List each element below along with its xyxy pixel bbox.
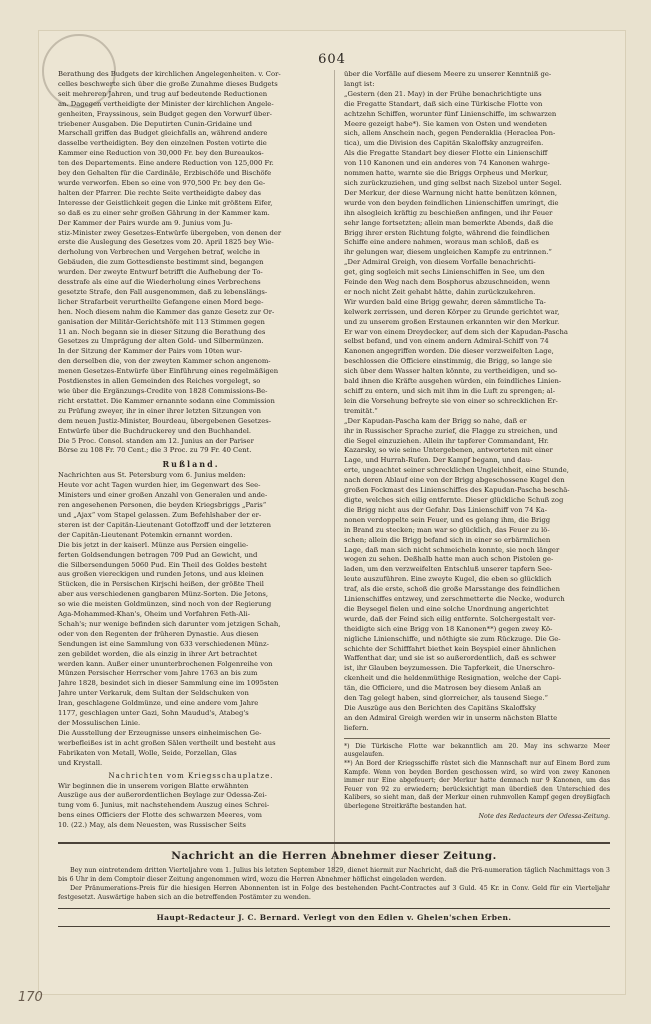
- text-line: schichte der Schifffahrt biethet kein Beyspiel einer ähnlichen: [344, 644, 557, 653]
- text-line: nonen verdoppelte sein Feuer, und es gelang ihm, die Brigg: [344, 515, 551, 524]
- text-line: Die Ausstellung der Erzeugnisse unsers einheimischen Ge-: [58, 728, 262, 737]
- text-line: Wir beginnen die in unserem vorigen Blatte erwähnten: [58, 781, 249, 790]
- text-line: Meere gezeigt habe*). Sie kamen von Osten und wendeten: [344, 119, 548, 128]
- notice-title: Nachricht an die Herren Abnehmer dieser Zeitung.: [171, 850, 497, 862]
- text-line: schen; allein die Brigg befand sich in einer so erbärmlichen: [344, 535, 551, 544]
- text-line: tung vom 6. Junius, mit nachstehendem Auszug eines Schrei-: [58, 801, 270, 810]
- text-line: Aga-Mohammed-Khan's, Oheim und Vorfahren Feth-Ali-: [58, 610, 250, 619]
- text-line: nigliche Linienschiffe, und nöthigte sie zum Rückzuge. Die Ge-: [344, 634, 561, 643]
- text-line: lein die Vorsehung befreyte sie von einer so schrecklichen Er-: [344, 396, 558, 405]
- pencil-mark: 170: [18, 990, 43, 1005]
- text-line: Postdienstes in allen Gemeinden des Reiches vorgelegt, so: [58, 377, 261, 386]
- text-line: liefern.: [344, 723, 369, 732]
- text-line: Jahre 1828, besindet sich in dieser Sammlung eine im 1095sten: [58, 679, 279, 688]
- text-line: Brigg ihrer ersten Richtung folgte, während die feindlichen: [344, 228, 550, 237]
- krieg-heading: Nachrichten vom Kriegsschauplatze.: [108, 771, 274, 780]
- footnote-rule: [344, 738, 610, 739]
- footnotes: [344, 743, 610, 821]
- text-line: bens eines Officiers der Flotte des schwarzen Meeres, vom: [58, 811, 262, 820]
- text-line: erste die Auslegung des Gesetzes vom 20. April 1825 bey Wie-: [58, 238, 274, 247]
- text-line: sich, allem Anschein nach, gegen Penderaklia (Heraclea Pon-: [344, 129, 556, 138]
- notice-paragraph: Der Pränumerations-Preis für die hiesigen Herren Abonnenten ist in Folge des bestehenden Pacht-Contractes auf 3 Guld. 45 Kr. in Conv. Geld für ein Vierteljahr festgesetzt. Auswärtige haben sich an die betreffenden Postämter zu wenden.: [58, 884, 610, 901]
- text-line: Kazarsky, so wie seine Untergebenen, antworteten mit einer: [344, 446, 553, 455]
- text-line: wurde, daß der Feind sich eilig entfernte. Solchergestalt ver-: [344, 614, 556, 623]
- text-line: der Mossulischen Linie.: [58, 719, 141, 727]
- text-line: triebener Ausgaben. Die Deputirten Cunin-Gridaine und: [58, 119, 252, 128]
- text-line: Fabrikaten von Metall, Wolle, Seide, Porzellan, Glas: [58, 748, 237, 757]
- text-line: dem neuen Justiz-Minister, Bourdeau, übergebenen Gesetzes-: [58, 416, 272, 425]
- russland-heading: Rußland.: [162, 459, 220, 470]
- text-line: aus großen viereckigen und runden Jetons, und aus kleinen: [58, 570, 264, 579]
- text-line: ganisation der Militär-Gerichtshöfe mit 113 Stimmen gegen: [58, 317, 265, 326]
- text-line: genheiten, Frayssinous, sein Budget gegen den Vorwurf über-: [58, 109, 272, 118]
- text-line: bey den Gehalten für die Cardinäle, Erzbischöfe und Bischöfe: [58, 169, 272, 178]
- krieg-report: [58, 782, 324, 832]
- text-line: gesetzte Strafe, den Fall ausgenommen, daß zu lebenslängs-: [58, 287, 268, 296]
- text-line: den Tag gelegt haben, sind glorreicher, als tausend Siege.“: [344, 694, 548, 703]
- text-line: Feinde den Weg nach dem Bosphorus abzuschneiden, wenn: [344, 278, 551, 287]
- text-line: theidigte sich eine Brigg von 18 Kanonen**) gegen zwey Kö-: [344, 624, 553, 633]
- naval-report: [344, 70, 610, 734]
- text-line: langt ist:: [344, 79, 375, 88]
- text-line: sich über dem Wasser halten könnte, zu vertheidigen, und so-: [344, 367, 558, 376]
- text-line: ihn alsogleich kräftig zu beschießen anfingen, und ihr Feuer: [344, 208, 553, 217]
- text-line: ihr gelungen war, diesem ungleichen Kampfe zu entrinnen.“: [344, 248, 552, 257]
- text-line: beschlossen die Officiere einstimmig, die Brigg, so lange sie: [344, 357, 552, 366]
- text-line: ist, ihr Glauben beyzumessen. Die Tapferkeit, die Unerschro-: [344, 664, 555, 673]
- subscriber-notice: [58, 842, 610, 927]
- text-line: tremität.“: [344, 406, 378, 415]
- text-line: Iran, geschlagene Goldmünze, und eine andere vom Jahre: [58, 699, 259, 708]
- text-line: Jahre unter Verkaruk, dem Sultan der Seldschuken von: [58, 689, 249, 698]
- text-line: richt erstattet. Die Kammer ernannte sodann eine Commission: [58, 396, 275, 405]
- text-line: Nachrichten aus St. Petersburg vom 6. Junius melden:: [58, 471, 246, 480]
- text-line: licher Strafarbeit verurtheilte Gefangene einen Mord bege-: [58, 297, 264, 306]
- text-line: Lage, daß man sich nicht schmeicheln konnte, sie noch länger: [344, 545, 560, 554]
- text-line: desstrafe als eine auf die Wiederholung eines Verbrechens: [58, 278, 261, 287]
- text-line: hen. Noch diesem nahm die Kammer das ganze Gesetz zur Or-: [58, 307, 275, 316]
- imprint-line: Haupt-Redacteur J. C. Bernard. Verlegt von den Edlen v. Ghelen'schen Erben.: [58, 908, 610, 927]
- text-line: Ministers und einer großen Anzahl von Generalen und ande-: [58, 491, 268, 500]
- text-line: traf, als die erste, schoß die große Marsstange des feindlichen: [344, 585, 560, 594]
- right-column: [344, 70, 610, 870]
- text-line: „Der Admiral Greigh, von diesem Vorfalle benachrichti-: [344, 258, 536, 267]
- text-line: Die 5 Proc. Consol. standen am 12. Junius an der Pariser: [58, 436, 254, 445]
- text-line: oder von den Regenten der früheren Dynastie. Aus diesen: [58, 629, 259, 638]
- text-line: Die bis jetzt in der kaiserl. Münze aus Persien eingelie-: [58, 540, 249, 549]
- text-line: die Fregatte Standart, daß sich eine Türkische Flotte von: [344, 99, 543, 108]
- text-line: Wir wurden bald eine Brigg gewahr, deren sämmtliche Ta-: [344, 297, 546, 306]
- text-line: Der Merkur, der diese Warnung nicht hatte benützen können,: [344, 188, 558, 197]
- text-line: schiff zu entern, und sich mit ihm in die Luft zu sprengen; al-: [344, 387, 556, 395]
- text-line: 11 an. Noch begann sie in dieser Sitzung die Berathung des: [58, 327, 266, 336]
- text-line: tän, die Officiere, und die Matrosen bey diesem Anlaß an: [344, 684, 542, 693]
- text-line: den derselben die, von der zweyten Kammer schon angenom-: [58, 357, 271, 366]
- text-line: ckenheit und die heldenmüthige Resignation, welche der Capi-: [344, 674, 562, 683]
- text-line: zen gebildet worden, die als einzig in ihrer Art betrachtet: [58, 649, 258, 658]
- text-line: ren angesehenen Personen, die beyden Kriegsbriggs „Paris“: [58, 501, 267, 510]
- text-line: wurde von den beyden feindlichen Linienschiffen umringt, die: [344, 198, 559, 207]
- text-line: zu Prüfung zweyer, ihr in einer ihrer letzten Sitzungen von: [58, 406, 262, 415]
- text-line: laden, um den verzweifelten Entschluß unserer tapfern See-: [344, 565, 553, 574]
- text-line: Münzen Persischer Herrscher vom Jahre 1763 an bis zum: [58, 669, 258, 678]
- text-line: nommen hatte, warnte sie die Briggs Orpheus und Merkur,: [344, 169, 549, 178]
- newspaper-page: [38, 30, 626, 995]
- text-line: so wie die meisten Goldmünzen, sind noch von der Regierung: [58, 600, 272, 609]
- text-line: digte, welches sich eilig entfernte. Dieser glückliche Schuß zog: [344, 495, 564, 504]
- text-line: Heute vor acht Tagen wurden hier, im Gegenwart des See-: [58, 481, 261, 490]
- text-line: menen Gesetzes-Entwürfe über Einführung eines regelmäßigen: [58, 367, 279, 376]
- text-line: Schah's; nur wenige befinden sich darunter vom jetzigen Schah,: [58, 619, 281, 628]
- text-line: Lage, und Hurrah-Rufen. Der Kampf begann, und dau-: [344, 456, 533, 465]
- text-line: und zu unserem großen Erstaunen erkannten wir den Merkur.: [344, 317, 560, 326]
- text-line: werden kann. Außer einer ununterbrochenen Folgenreihe von: [58, 659, 273, 668]
- text-line: 1177, geschlagen unter Gazi, Sohn Maudud's, Atabeg's: [58, 709, 249, 718]
- text-line: sehr lange fortsetzten; allein man bemerkte Abends, daß die: [344, 218, 554, 227]
- text-line: Er war von einem Dreydecker, auf dem sich der Kapudan-Pascha: [344, 327, 568, 336]
- text-line: 10. (22.) May, als dem Neuesten, was Russischer Seits: [58, 821, 247, 830]
- text-line: Berathung des Budgets der kirchlichen Angelegenheiten. v. Cor-: [58, 70, 281, 78]
- footnote-signature: Note des Redacteurs der Odessa-Zeitung.: [478, 813, 610, 821]
- text-line: wogen zu sehen. Deßhalb hatte man auch schon Pistolen ge-: [344, 555, 554, 564]
- text-line: über die Vorfälle auf diesem Meere zu unserer Kenntniß ge-: [344, 70, 552, 78]
- text-line: von 110 Kanonen und ein anderes von 74 Kanonen wahrge-: [344, 159, 550, 168]
- text-line: Der Kammer der Pairs wurde am 9. Junius vom Ju-: [58, 218, 233, 227]
- text-line: die Silbersendungen 5060 Pud. Ein Theil des Goldes besteht: [58, 560, 267, 569]
- text-line: Auszüge aus der außerordentlichen Beylage zur Odessa-Zei-: [58, 791, 267, 800]
- text-line: Sendungen ist eine Sammlung von 633 verschiedenen Münz-: [58, 639, 269, 648]
- text-line: die Segel einzuziehen. Allein ihr tapferer Commandant, Hr.: [344, 436, 549, 445]
- text-line: Linienschiffes entzwey, und zerschmetterte die Necke, wodurch: [344, 595, 565, 604]
- footnote: **) An Bord der Kriegsschiffe rüstet sich die Mannschaft nur auf Einem Bord zum Kampfe. Wenn von beyden Borden geschossen wird, so wird von zwey Kanonen immer nur Eine abgefeuert; der Merkur hatte demnach nur 9 Kanonen, um das Feuer von 92 zu erwiedern; berücksichtigt man überdieß den Unterschied des Kalibers, so sieht man, daß der Merkur einen ruhmvollen Kampf gegen dreyßigfach überlegene Streitkräfte bestanden hat.: [344, 759, 610, 810]
- text-line: kelwerk zerrissen, und deren Körper zu Grunde gerichtet war,: [344, 307, 560, 316]
- text-line: selbst befand, und von einem andern Admiral-Schiff von 74: [344, 337, 549, 346]
- text-line: derholung von Verbrechen und Vergehen betraf, welche in: [58, 248, 260, 257]
- text-line: wie über die Ergänzungs-Credite von 1828 Commissions-Be-: [58, 387, 268, 395]
- text-line: großen Fockmast des Linienschiffes des Kapudan-Pascha beschä-: [344, 486, 570, 495]
- text-line: Kanonen angegriffen worden. Die dieser verzweifelten Lage,: [344, 347, 554, 356]
- text-line: wurden. Der zweyte Entwurf betrifft die Aufhebung der To-: [58, 268, 263, 277]
- text-line: dasselbe vertheidigten. Bey den einzelnen Posten votirte die: [58, 139, 267, 148]
- text-line: nach deren Ablauf eine von der Brigg abgeschossene Kugel den: [344, 476, 565, 485]
- russland-report: [58, 471, 324, 768]
- text-columns: [58, 70, 610, 870]
- text-line: die Brigg nicht aus der Gefahr. Das Linienschiff von 74 Ka-: [344, 505, 548, 514]
- text-line: und „Ajax“ vom Stapel gelassen. Zum Befehlshaber der er-: [58, 510, 262, 519]
- text-line: Kammer eine Reduction von 30,000 Fr. bey den Bureaukos-: [58, 149, 264, 158]
- text-line: „Der Kapudan-Pascha kam der Brigg so nahe, daß er: [344, 416, 527, 425]
- text-line: Schiffe eine andere nahmen, woraus man schloß, daß es: [344, 238, 539, 247]
- text-line: „Gestern (den 21. May) in der Frühe benachrichtigte uns: [344, 89, 542, 98]
- text-line: Börse zu 108 Fr. 70 Cent.; die 3 Proc. zu 79 Fr. 40 Cent.: [58, 446, 252, 455]
- text-line: wurde verworfen. Eben so eine von 970,500 Fr. bey den Ge-: [58, 178, 266, 187]
- text-line: achtzehn Schiffen, worunter fünf Linienschiffe, im schwarzen: [344, 109, 557, 118]
- text-line: Gesetzes zu Umprägung der alten Gold- und Silbermünzen.: [58, 337, 264, 346]
- text-line: ihr in Russischer Sprache zurief, die Flagge zu streichen, und: [344, 426, 558, 435]
- text-line: an den Admiral Greigh werden wir in unserm nächsten Blatte: [344, 713, 558, 722]
- text-line: und Krystall.: [58, 758, 103, 767]
- text-line: tica), um die Division des Capitän Skaloffsky anzugreifen.: [344, 139, 544, 148]
- text-line: so daß es zu einer sehr großen Gährung in der Kammer kam.: [58, 208, 270, 217]
- text-line: seit mehreren Jahren, und trug auf bedeutende Reductionen: [58, 89, 268, 98]
- notice-paragraph: Bey nun eintretendem dritten Vierteljahre vom 1. Julius bis letzten September 1829, dienet hiermit zur Nachricht, daß die Prä-numeration täglich Nachmittags von 3 bis 6 Uhr in dem Comptoir dieser Zeitung angenommen wird, wozu die Herren Abnehmer höflichst eingeladen werden.: [58, 866, 610, 883]
- text-line: sich zurückzuziehen, und ging selbst nach Sizebol unter Segel.: [344, 178, 562, 187]
- text-line: werbefleißes ist in acht großen Sälen vertheilt und besteht aus: [58, 738, 276, 747]
- footnote: *) Die Türkische Flotte war bekanntlich am 20. May ins schwarze Meer ausgelaufen.: [344, 742, 610, 759]
- text-line: die Beysegel fielen und eine solche Unordnung angerichtet: [344, 604, 549, 613]
- text-line: halten der Pfarrer. Die rechte Seite vertheidigte dabey das: [58, 188, 261, 197]
- text-line: er noch nicht Zeit gehabt hätte, dahin zurückzukehren.: [344, 287, 536, 296]
- text-line: erte, ungeachtet seiner schrecklichen Ungleichheit, eine Stunde,: [344, 466, 569, 475]
- text-line: Stücken, die in Persischen Kirjschi heißen, der größte Theil: [58, 580, 264, 589]
- text-line: In der Sitzung der Kammer der Pairs vom 10ten wur-: [58, 347, 243, 356]
- text-line: Interesse der Geistlichkeit gegen die Linke mit größtem Eifer,: [58, 198, 273, 207]
- text-line: leute auszuführen. Eine zweyte Kugel, die eben so glücklich: [344, 575, 552, 584]
- text-line: Entwürfe über die Buchdruckerey und den Buchhandel.: [58, 426, 252, 435]
- text-line: Die Auszüge aus den Berichten des Capitäns Skaloffsky: [344, 704, 536, 712]
- text-line: get, ging sogleich mit sechs Linienschiffen in See, um den: [344, 268, 545, 277]
- france-report: [58, 70, 324, 456]
- text-line: stiz-Minister zwey Gesetzes-Entwürfe übergeben, von denen der: [58, 228, 282, 237]
- text-line: Gebäuden, die zum Gottesdienste bestimmt sind, begangen: [58, 258, 264, 267]
- text-line: bald ihnen die Kräfte ausgehen würden, ein feindliches Linien-: [344, 377, 562, 386]
- text-line: Als die Fregatte Standart bey dieser Flotte ein Linienschiff: [344, 149, 548, 158]
- page-number: 604: [318, 52, 346, 67]
- text-line: der Capitän-Lieutenant Potemkin ernannt worden.: [58, 530, 233, 539]
- text-line: an. Dagegen vertheidigte der Minister der kirchlichen Angele-: [58, 99, 274, 108]
- text-line: ferten Goldsendungen betragen 709 Pud an Gewicht, und: [58, 550, 258, 559]
- text-line: steren ist der Capitän-Lieutenant Gotoffzoff und der letzteren: [58, 520, 271, 529]
- text-line: ten des Departements. Eine andere Reduction von 125,000 Fr.: [58, 159, 274, 168]
- text-line: Waffenthat dar, und sie ist so außerordentlich, daß es schwer: [344, 654, 556, 663]
- text-line: aber aus verschiedenen gangbaren Münz-Sorten. Die Jetons,: [58, 590, 268, 599]
- left-column: [58, 70, 324, 870]
- text-line: celles beschwerte sich über die große Zunahme dieses Budgets: [58, 79, 278, 88]
- text-line: in Brand zu stecken; man war so glücklich, das Feuer zu lö-: [344, 525, 550, 534]
- text-line: Marschall griffen das Budget gleichfalls an, während andere: [58, 129, 268, 138]
- column-divider: [334, 70, 335, 870]
